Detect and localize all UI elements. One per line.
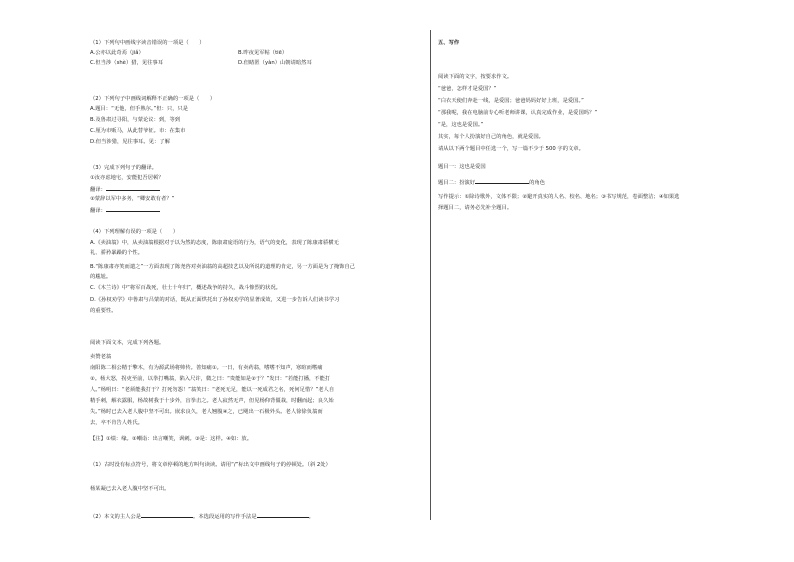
q1-option-a: A.公亦以此奇焉（jiǎ）	[90, 50, 144, 56]
topic-two-blank[interactable]	[475, 178, 529, 184]
protagonist-blank[interactable]	[141, 512, 193, 518]
topic-two-suffix: 的角色	[529, 180, 545, 186]
dialogue-line-2: “白衣天使们奔赴一线，是爱国；爸爸妈妈好好上班，是爱国。”	[438, 98, 584, 104]
q3-translation-1	[90, 185, 160, 194]
q3-sentence-1: ①汝亦虑地宅，安能犯吾居顿？	[90, 175, 164, 181]
reading-para-line3: 人。”杨明曰：“老须能我打于？打死勿怨！”翁笑曰：“老死无足，能以一死成君之名，死何足惜？”老人自	[90, 387, 335, 393]
reading-para-line1: 南阳陈二相公精于擎木，有为源武场将帅传。善知痛①。一日，有卖药翁，嗜嗜不知声，寒暄而嗜痛	[90, 365, 323, 371]
q1-stem: （1）下列句中画线字读音错误的一项是（ ）	[90, 40, 205, 46]
q3-sentence-2: ②蒙辞以军中多务，“卿安敢有者？”	[90, 196, 175, 202]
reading-q1-stem: （1）古时没有标点符号，将文章停顿的地方叫句读读。请用“/”标出文中画线句子的停顿处。（斜 2处）	[90, 462, 331, 468]
dialogue-line-3: “那我呢，我在电脑前专心听老师讲课，认真完成作业，是爱国吗？”	[438, 110, 598, 116]
reading-q2-end: 。	[308, 514, 314, 520]
writing-tips-line1: 写作提示：①除诗歌外，文体不限；②避开真实的人名、校名、地名；③书写规范，卷面整洁；④如果选	[438, 194, 680, 200]
writing-summary: 其实，每个人扮演好自己的角色，就是爱国。	[438, 134, 544, 140]
q3-translation-2-blank[interactable]	[106, 206, 160, 212]
q3-translation-2	[90, 206, 160, 215]
reading-para-line6: 去，卒不肯告人姓氏。	[90, 420, 143, 426]
reading-q2-prefix: （2）本文的主人公是	[90, 514, 142, 520]
q1-option-d: D.但睹匿（yàn）山朝请暗然耳	[238, 60, 312, 66]
reading-para-line5: 失。”杨时已去入老人腹中坚不可出。嵌求良久，老人翘腹④之，已飓出一石极外头。老人徐徐负翁而	[90, 409, 323, 415]
q4-option-d-line2: 的重要性。	[90, 308, 117, 314]
dialogue-line-4: “是，这也是爱国。”	[438, 122, 484, 128]
dialogue-line-1: “爸爸，怎样才是爱国？”	[438, 86, 497, 92]
q4-option-c: C.《木兰诗》中“将军百战死，壮士十年归”，概述战争的持久，战斗惨烈的状况。	[90, 285, 281, 291]
writing-tips-line2: 择题目二，请务必先补全题目。	[438, 205, 513, 211]
reading-q1-sentence: 杨某凝已去入老人腹中坚不可出。	[90, 486, 170, 492]
technique-blank[interactable]	[257, 512, 309, 518]
q4-option-d-line1: D.《孙权劝学》中鲁肃与吕蒙的对话，既从正面烘托出了孙权劝学的显著成效，又进一步告诉人们读书学习	[90, 297, 340, 303]
writing-section-title: 五、写作	[438, 40, 460, 46]
q2-option-a: A.题目：“无他，但手熟尔。”但：只，只是	[90, 106, 189, 112]
topic-two	[438, 178, 545, 187]
q3-stem: （3）完成下列句子的翻译。	[90, 165, 157, 171]
reading-q2-middle: 。本选段运用的写作手法是	[193, 514, 257, 520]
reading-note: 【注】①绩：缘。②嘲诣：出言嘲笑，讽刺。③是：这样。④如：放。	[90, 436, 253, 442]
q2-option-d: D.但当涉猎，见往事耳。见：了解	[90, 139, 170, 145]
q3-translation-2-label: 翻译：	[90, 208, 106, 214]
column-divider	[430, 30, 431, 520]
reading-para-line4: 精手刺，解衣露服，杨故树我于十步外，盲拳击之。老人寂然无声，但见杨仰背僵栽，时翻而起；良久始	[90, 398, 334, 404]
q2-stem: （2）下列句子中画线词解释不正确的一项是（ ）	[90, 96, 216, 102]
q4-option-b-line2: 的尴尬。	[90, 274, 112, 280]
writing-intro: 阅读下面的文字，按要求作文。	[438, 74, 513, 80]
q4-stem: （4）下列理解有误的一项是（ ）	[90, 229, 179, 235]
q2-option-b: B.及鲁肃过寻阳，与蒙论议：到，等到	[90, 117, 181, 123]
q4-option-a-line2: 礼、骄矜暴躁的个性。	[90, 250, 143, 256]
topic-one: 题目一：这也是爱国	[438, 164, 486, 170]
q4-option-a-line1: A.《卖油翁》中，从卖油翁根据对于以为然的态度，陈康肃庞语的行为，语气的变化，表现了陈康肃骄横无	[90, 240, 339, 246]
q1-option-b: B.昨夜见军帖（tiē）	[238, 50, 288, 56]
writing-instruction: 请从以下两个题目中任选一个，写一篇不少于 500 字的文章。	[438, 146, 584, 152]
q3-translation-1-blank[interactable]	[106, 185, 160, 191]
reading-intro: 阅读下面文本，完成下列各题。	[90, 340, 165, 346]
q1-option-c: C.但当涉（shè）猎，见往事耳	[90, 60, 164, 66]
q2-option-c: C.厘为市贩马，从此替爷征。市：在集市	[90, 128, 186, 134]
reading-q2	[90, 512, 314, 521]
q4-option-b-line1: B.“陈康肃亦笑而遣之”一方面表现了陈尧咨对卖油翁的高超技艺以及所说的道理的肯定，另一方面是为了掩饰自己	[90, 264, 356, 270]
topic-two-prefix: 题目二：扮演好	[438, 180, 476, 186]
reading-title: 卖赞老翁	[90, 354, 112, 360]
q3-translation-1-label: 翻译：	[90, 187, 106, 193]
reading-para-line2: ②。杨大怒，拐吏至前，以拳打嘴翁，陷入尺许，微之曰：“贵能如是②于？”发曰：“若能打播，不能打	[90, 376, 331, 382]
